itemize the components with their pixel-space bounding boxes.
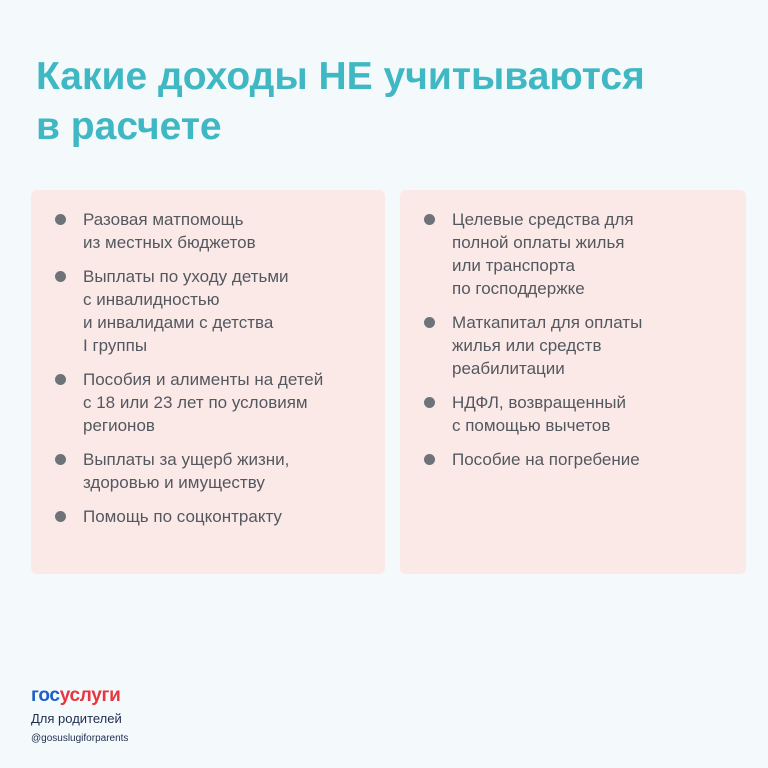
logo-subtitle: Для родителей: [31, 711, 122, 726]
right-income-list: [424, 208, 726, 471]
list-item-line: Целевые средства для: [452, 210, 634, 229]
page-title: [36, 52, 676, 152]
list-item-line: с инвалидностью: [83, 290, 220, 309]
list-item-text: [452, 448, 640, 471]
bullet-dot-icon: [55, 454, 66, 465]
list-item: [55, 265, 365, 357]
list-item-text: [452, 208, 634, 300]
list-item: [424, 391, 726, 437]
gosuslugi-wordmark: [31, 686, 128, 706]
list-item-line: реабилитации: [452, 359, 565, 378]
list-item-line: Выплаты по уходу детьми: [83, 267, 289, 286]
list-item-line: I группы: [83, 336, 148, 355]
list-item-line: и инвалидами с детства: [83, 313, 274, 332]
list-item-text: [452, 311, 642, 380]
left-income-list: [55, 208, 365, 528]
gosuslugi-logo: [31, 686, 128, 745]
list-item-line: с 18 или 23 лет по условиям: [83, 393, 308, 412]
list-item: [55, 505, 365, 528]
list-item-text: [83, 265, 289, 357]
list-item: [424, 208, 726, 300]
bullet-dot-icon: [55, 511, 66, 522]
logo-gos-part: гос: [31, 685, 60, 706]
bullet-dot-icon: [55, 271, 66, 282]
list-item-line: Маткапитал для оплаты: [452, 313, 643, 332]
list-item-text: [83, 505, 282, 528]
list-item-line: из местных бюджетов: [83, 233, 256, 252]
list-item-line: по господдержке: [452, 279, 585, 298]
list-item: [55, 448, 365, 494]
social-handle: @gosuslugiforparents: [31, 733, 129, 744]
list-item: [55, 368, 365, 437]
list-item-text: [452, 391, 626, 437]
list-item-line: Пособия и алименты на детей: [83, 370, 324, 389]
list-item: [55, 208, 365, 254]
list-item-line: или транспорта: [452, 256, 576, 275]
bullet-dot-icon: [424, 214, 435, 225]
list-item-line: регионов: [83, 416, 155, 435]
list-item-line: Разовая матпомощь: [83, 210, 244, 229]
logo-uslugi-part: услуги: [59, 685, 121, 706]
bullet-dot-icon: [55, 374, 66, 385]
page-title-line-2: в расчете: [36, 105, 222, 148]
bullet-dot-icon: [424, 454, 435, 465]
list-item-text: [83, 368, 323, 437]
list-item-text: [83, 208, 256, 254]
list-item-line: жилья или средств: [452, 336, 602, 355]
bullet-dot-icon: [424, 397, 435, 408]
right-income-card: [400, 190, 746, 574]
list-item-line: Пособие на погребение: [452, 450, 640, 469]
list-item: [424, 311, 726, 380]
list-item: [424, 448, 726, 471]
left-income-card: [31, 190, 385, 574]
list-item-line: полной оплаты жилья: [452, 233, 625, 252]
list-item-line: Выплаты за ущерб жизни,: [83, 450, 290, 469]
bullet-dot-icon: [424, 317, 435, 328]
list-item-line: НДФЛ, возвращенный: [452, 393, 626, 412]
list-item-line: с помощью вычетов: [452, 416, 611, 435]
page-title-line-1: Какие доходы НЕ учитываются: [36, 55, 645, 98]
list-item-line: здоровью и имуществу: [83, 473, 265, 492]
bullet-dot-icon: [55, 214, 66, 225]
list-item-line: Помощь по соцконтракту: [83, 507, 282, 526]
list-item-text: [83, 448, 289, 494]
